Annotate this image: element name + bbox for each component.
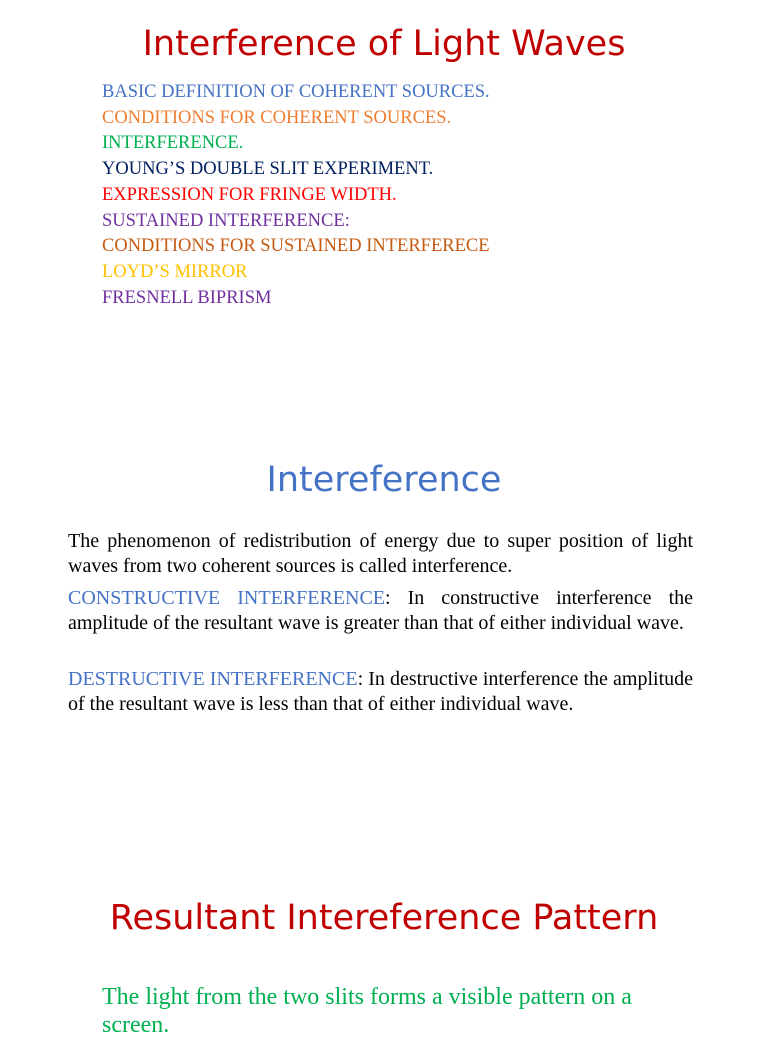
constructive-term: CONSTRUCTIVE INTERFERENCE — [68, 587, 386, 609]
topic-item: LOYD’S MIRROR — [102, 261, 248, 282]
slide3-body-text: The light from the two slits forms a visible pattern on a screen. — [102, 984, 632, 1038]
destructive-description: : In destructive interference the amplitude of the resultant wave is less than that of either individual wave. — [68, 668, 694, 715]
destructive-paragraph — [68, 667, 693, 716]
slide-title-intereference: Intereference — [266, 460, 502, 500]
topic-list — [102, 80, 490, 311]
topic-item: YOUNG’S DOUBLE SLIT EXPERIMENT. — [102, 159, 434, 180]
topic-item: INTERFERENCE. — [102, 133, 244, 154]
slide-title-resultant-pattern: Resultant Intereference Pattern — [109, 898, 659, 938]
topic-item: SUSTAINED INTERFERENCE: — [102, 210, 350, 231]
slide-title-interference-of-light-waves: Interference of Light Waves — [142, 24, 626, 64]
topic-item: FRESNELL BIPRISM — [102, 287, 272, 308]
topic-item: CONDITIONS FOR COHERENT SOURCES. — [102, 107, 452, 128]
destructive-term: DESTRUCTIVE INTERFERENCE — [68, 668, 358, 690]
topic-item: CONDITIONS FOR SUSTAINED INTERFERECE — [102, 236, 490, 257]
constructive-description: : In constructive interference the amplitude of the resultant wave is greater than that of either individual wave. — [68, 587, 694, 634]
topic-item: EXPRESSION FOR FRINGE WIDTH. — [102, 184, 397, 205]
interference-definition: The phenomenon of redistribution of energy due to super position of light waves from two coherent sources is called interference. — [68, 530, 693, 577]
constructive-paragraph — [68, 586, 693, 635]
topic-item: BASIC DEFINITION OF COHERENT SOURCES. — [102, 82, 490, 102]
